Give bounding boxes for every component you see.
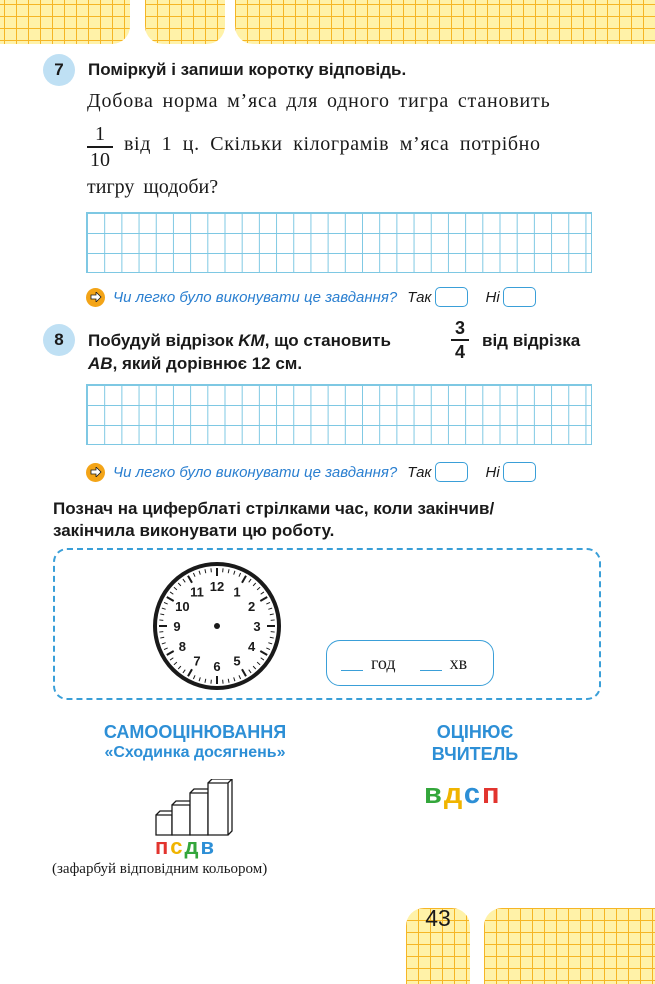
task-7-fraction <box>87 122 113 172</box>
task-8-number: 8 <box>54 330 63 350</box>
top-tape-1 <box>0 0 130 44</box>
self-assessment-letter: в <box>201 834 217 859</box>
segment-km: KM <box>238 331 264 350</box>
self-assessment-letter: п <box>155 834 170 859</box>
task-7-answer-grid[interactable] <box>86 212 592 273</box>
self-assessment-letter: с <box>170 834 184 859</box>
clock-numeral: 11 <box>190 584 204 599</box>
feedback-yes-label: Так <box>407 464 431 481</box>
clock-numeral: 8 <box>179 639 186 654</box>
clock-numeral: 9 <box>173 619 180 634</box>
top-tape-3 <box>235 0 655 44</box>
clock-numeral: 10 <box>175 599 189 614</box>
feedback-yes-label: Так <box>407 289 431 306</box>
clock-numeral: 4 <box>248 639 256 654</box>
task-7-line-1: Добова норма м’яса для одного тигра становить <box>87 90 551 113</box>
task-7-feedback <box>86 287 536 307</box>
clock-task-line-1: Познач на циферблаті стрілками час, коли закінчив/ <box>53 497 494 521</box>
page-number: 43 <box>406 905 470 932</box>
clock-numeral: 1 <box>233 584 240 599</box>
teacher-title-line-2: ВЧИТЕЛЬ <box>395 744 555 765</box>
task-8-text-3: від відрізка <box>482 329 580 353</box>
task-7-number: 7 <box>54 60 63 80</box>
achievement-stairs-icon <box>154 779 238 837</box>
teacher-letters <box>424 778 502 811</box>
feedback-no-label: Ні <box>486 289 500 306</box>
clock-numeral: 2 <box>248 599 255 614</box>
clock-numeral: 5 <box>233 654 240 669</box>
clock-task-line-2: закінчила виконувати цю роботу. <box>53 519 334 543</box>
task-7-heading: Поміркуй і запиши коротку відповідь. <box>88 58 406 82</box>
feedback-question: Чи легко було виконувати це завдання? <box>113 289 397 306</box>
task-8-line-2 <box>88 352 302 376</box>
hours-label: год <box>371 653 396 674</box>
feedback-yes-checkbox[interactable] <box>435 462 468 482</box>
task-8-text-4: , який дорівнює 12 см. <box>113 354 303 373</box>
task-8-line-1 <box>88 329 391 353</box>
hours-blank[interactable] <box>341 656 363 671</box>
self-assessment-letters[interactable] <box>155 834 216 860</box>
self-assessment-note: (зафарбуй відповідним кольором) <box>52 861 267 878</box>
feedback-no-label: Ні <box>486 464 500 481</box>
task-7-line-3: тигру щодоби? <box>87 176 218 199</box>
arrow-right-icon <box>86 288 105 307</box>
task-8-answer-grid[interactable] <box>86 384 592 445</box>
teacher-letter: п <box>482 778 502 810</box>
minutes-label: хв <box>450 653 468 674</box>
task-8-text-2: , що становить <box>265 331 391 350</box>
teacher-title-line-1: ОЦІНЮЄ <box>395 722 555 743</box>
self-assessment-subtitle: «Сходинка досягнень» <box>60 744 330 762</box>
task-8-feedback <box>86 462 536 482</box>
self-assessment-letter: д <box>185 834 201 859</box>
teacher-letter: с <box>464 778 482 810</box>
fraction-denominator: 4 <box>451 341 469 363</box>
feedback-no-checkbox[interactable] <box>503 287 536 307</box>
clock-numeral: 3 <box>253 619 260 634</box>
time-answer-field[interactable] <box>326 640 494 686</box>
self-assessment-title: САМООЦІНЮВАННЯ <box>60 722 330 743</box>
arrow-right-icon <box>86 463 105 482</box>
feedback-no-checkbox[interactable] <box>503 462 536 482</box>
teacher-letter: д <box>444 778 464 810</box>
clock-center-dot <box>214 623 220 629</box>
teacher-letter: в <box>424 778 444 810</box>
task-8-badge <box>43 324 75 356</box>
task-8-fraction <box>451 317 469 363</box>
task-7-badge <box>43 54 75 86</box>
top-tape-2 <box>145 0 225 44</box>
task-8-text-1: Побудуй відрізок <box>88 331 238 350</box>
clock-face[interactable] <box>151 560 283 692</box>
feedback-question: Чи легко було виконувати це завдання? <box>113 464 397 481</box>
bottom-tape-right <box>484 908 655 984</box>
segment-ab: AB <box>88 354 113 373</box>
clock-numeral: 12 <box>210 579 224 594</box>
clock-numeral: 7 <box>193 654 200 669</box>
feedback-yes-checkbox[interactable] <box>435 287 468 307</box>
fraction-numerator: 1 <box>87 122 113 146</box>
fraction-numerator: 3 <box>451 317 469 339</box>
clock-numeral: 6 <box>213 659 220 674</box>
minutes-blank[interactable] <box>420 656 442 671</box>
task-7-line-2: від 1 ц. Скільки кілограмів м’яса потрібно <box>124 133 541 156</box>
fraction-denominator: 10 <box>87 148 113 172</box>
